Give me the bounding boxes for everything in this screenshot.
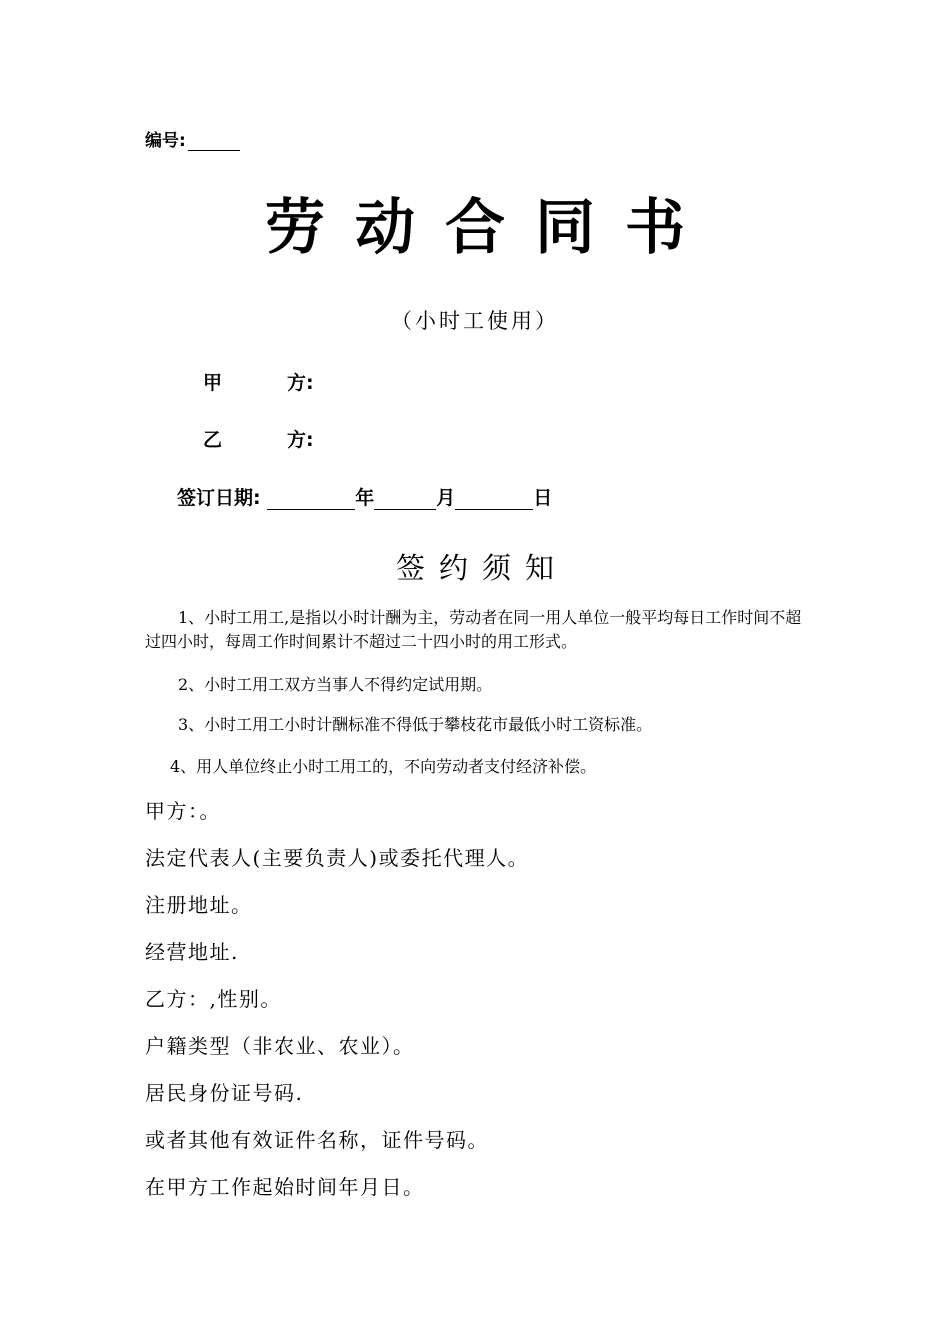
field-household-type: 户籍类型（非农业、农业）。 bbox=[145, 1034, 415, 1058]
field-registered-address: 注册地址。 bbox=[145, 893, 253, 917]
signing-day-blank[interactable] bbox=[455, 490, 533, 510]
signing-day-label: 日 bbox=[533, 487, 553, 509]
page-subtitle: （小时工使用） bbox=[391, 309, 559, 333]
signing-date bbox=[177, 483, 552, 510]
document-number bbox=[145, 126, 240, 151]
signing-month-label: 月 bbox=[436, 487, 456, 509]
signing-date-label: 签订日期: bbox=[177, 487, 261, 509]
notice-item-1: 1、小时工用工,是指以小时计酬为主，劳动者在同一用人单位一般平均每日工作时间不超过四小时，每周工作时间累计不超过二十四小时的用工形式。 bbox=[145, 608, 802, 651]
party-b-label-2: 方: bbox=[287, 429, 314, 451]
field-party-b-gender: 乙方：,性别。 bbox=[145, 987, 282, 1011]
party-a-label-2: 方: bbox=[287, 372, 314, 394]
notice-title: 签约须知 bbox=[395, 551, 568, 585]
field-id-number: 居民身份证号码. bbox=[145, 1081, 304, 1105]
field-legal-representative: 法定代表人(主要负责人)或委托代理人。 bbox=[145, 846, 530, 870]
party-b-label-1: 乙 bbox=[203, 429, 223, 451]
signing-year-blank[interactable] bbox=[267, 490, 355, 510]
notice-item-2: 2、小时工用工双方当事人不得约定试用期。 bbox=[178, 675, 493, 694]
page-title: 劳动合同书 bbox=[265, 193, 715, 263]
notice-item-4: 4、用人单位终止小时工用工的，不向劳动者支付经济补偿。 bbox=[170, 757, 597, 776]
notice-item-3: 3、小时工用工小时计酬标准不得低于攀枝花市最低小时工资标准。 bbox=[178, 715, 653, 734]
document-number-blank[interactable] bbox=[188, 133, 240, 151]
party-b-line bbox=[203, 425, 403, 451]
party-a-label-1: 甲 bbox=[203, 372, 223, 394]
field-start-date: 在甲方工作起始时间年月日。 bbox=[145, 1175, 425, 1199]
signing-year-label: 年 bbox=[355, 487, 375, 509]
document-number-label: 编号: bbox=[145, 131, 186, 151]
signing-month-blank[interactable] bbox=[374, 490, 436, 510]
field-business-address: 经营地址. bbox=[145, 940, 239, 964]
party-a-line bbox=[203, 368, 403, 394]
field-other-id: 或者其他有效证件名称，证件号码。 bbox=[145, 1128, 489, 1152]
field-party-a: 甲方：。 bbox=[145, 799, 221, 823]
